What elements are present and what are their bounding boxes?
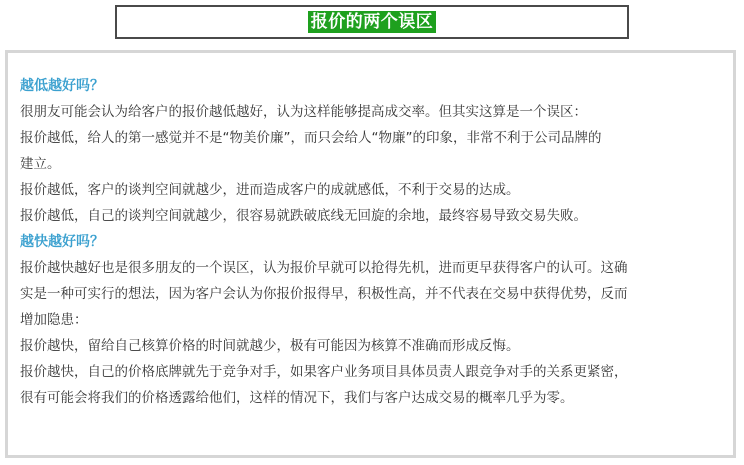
paragraph-line: 报价越快越好也是很多朋友的一个误区，认为报价早就可以抢得先机，进而更早获得客户的认可。这确 [20, 260, 628, 276]
title-banner [115, 5, 629, 39]
paragraph-line: 报价越低，自己的谈判空间就越少，很容易就跌破底线无回旋的余地，最终容易导致交易失败。 [20, 208, 587, 224]
article-title: 报价的两个误区 [308, 11, 437, 33]
paragraph-line: 很有可能会将我们的价格透露给他们，这样的情况下，我们与客户达成交易的概率几乎为零。 [20, 390, 574, 406]
paragraph-line: 很朋友可能会认为给客户的报价越低越好，认为这样能够提高成交率。但其实这算是一个误区： [20, 104, 587, 120]
section-heading: 越低越好吗？ [20, 78, 104, 94]
paragraph-line: 报价越低，客户的谈判空间就越少，进而造成客户的成就感低，不利于交易的达成。 [20, 182, 520, 198]
paragraph-line: 报价越快，自己的价格底牌就先于竞争对手，如果客户业务项目具体员责人跟竞争对手的关系更紧密， [20, 364, 628, 380]
section-lower-price [20, 73, 720, 229]
paragraph-line: 实是一种可实行的想法，因为客户会认为你报价报得早，积极性高，并不代表在交易中获得优势，反而 [20, 286, 628, 302]
paragraph-line: 报价越低，给人的第一感觉并不是“物美价廉”，而只会给人“物廉”的印象，非常不利于公司品牌的 [20, 130, 602, 146]
paragraph-line: 增加隐患： [20, 312, 88, 328]
section-heading: 越快越好吗？ [20, 234, 104, 250]
paragraph-line: 报价越快，留给自己核算价格的时间就越少，极有可能因为核算不准确而形成反悔。 [20, 338, 520, 354]
section-faster-quote [20, 229, 720, 411]
paragraph-line: 建立。 [20, 156, 61, 172]
article-body [20, 73, 720, 411]
